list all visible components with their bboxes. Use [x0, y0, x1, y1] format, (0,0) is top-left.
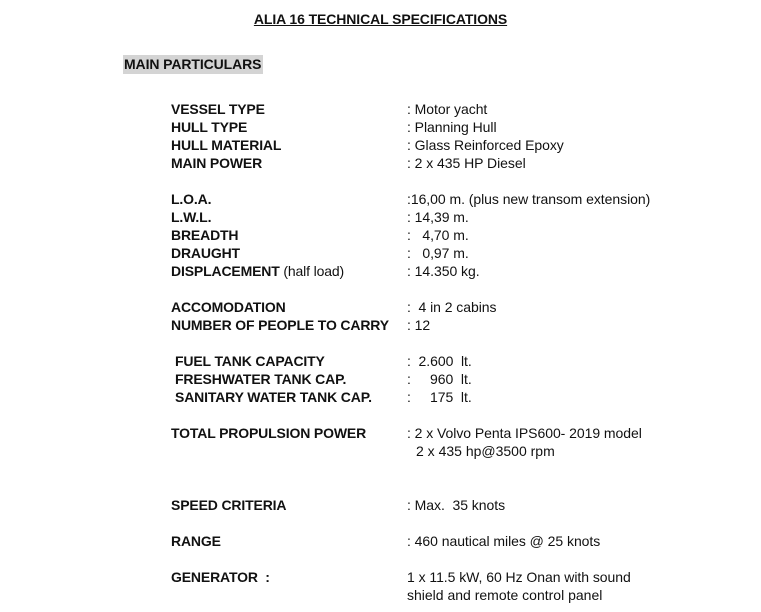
- spec-label: ACCOMODATION: [171, 299, 286, 315]
- spec-row-vessel-type: [0, 100, 761, 118]
- spec-value-continuation: 2 x 435 hp@3500 rpm: [416, 443, 555, 459]
- spec-value: : 175 lt.: [407, 389, 472, 405]
- spec-label-text: DISPLACEMENT: [171, 263, 280, 279]
- spec-label: FUEL TANK CAPACITY: [175, 353, 325, 369]
- spec-row-propulsion-line2: [0, 442, 761, 460]
- spec-row-loa: [0, 190, 761, 208]
- spec-value: : Motor yacht: [407, 101, 488, 117]
- spec-value: : 0,97 m.: [407, 245, 469, 261]
- spec-row-accomodation: [0, 298, 761, 316]
- spec-row-hull-material: [0, 136, 761, 154]
- spec-value: : 14,39 m.: [407, 209, 469, 225]
- document-title: ALIA 16 TECHNICAL SPECIFICATIONS: [253, 11, 508, 27]
- section-heading-main-particulars: MAIN PARTICULARS: [124, 56, 262, 72]
- spec-value: : Glass Reinforced Epoxy: [407, 137, 564, 153]
- spec-row-people: [0, 316, 761, 334]
- spec-row-displacement: [0, 262, 761, 280]
- spec-row-speed: [0, 496, 761, 514]
- spec-label: DRAUGHT: [171, 245, 240, 261]
- spec-label: L.O.A.: [171, 191, 212, 207]
- spec-row-fuel-tank: [0, 352, 761, 370]
- spec-value: : 14.350 kg.: [407, 263, 480, 279]
- spec-label: SPEED CRITERIA: [171, 497, 287, 513]
- spec-value: : Planning Hull: [407, 119, 497, 135]
- spec-value: : 4,70 m.: [407, 227, 469, 243]
- spec-label: SANITARY WATER TANK CAP.: [175, 389, 372, 405]
- spec-value: : 12: [407, 317, 431, 333]
- spec-row-sanitary-tank: [0, 388, 761, 406]
- spec-value: : 2.600 lt.: [407, 353, 472, 369]
- spec-label: VESSEL TYPE: [171, 101, 265, 117]
- spec-row-breadth: [0, 226, 761, 244]
- spec-value: : 960 lt.: [407, 371, 472, 387]
- spec-value: : 460 nautical miles @ 25 knots: [407, 533, 601, 549]
- spec-label: GENERATOR :: [171, 569, 270, 585]
- spec-label: BREADTH: [171, 227, 239, 243]
- spec-label-note: (half load): [279, 263, 345, 279]
- spec-label: HULL TYPE: [171, 119, 248, 135]
- spec-value: :16,00 m. (plus new transom extension): [407, 191, 651, 207]
- spec-value: : 4 in 2 cabins: [407, 299, 497, 315]
- spec-row-main-power: [0, 154, 761, 172]
- spec-label: TOTAL PROPULSION POWER: [171, 425, 367, 441]
- spec-label: L.W.L.: [171, 209, 212, 225]
- spec-row-lwl: [0, 208, 761, 226]
- spec-label: RANGE: [171, 533, 221, 549]
- spec-row-freshwater-tank: [0, 370, 761, 388]
- spec-row-hull-type: [0, 118, 761, 136]
- spec-label: MAIN POWER: [171, 155, 263, 171]
- spec-value: : Max. 35 knots: [407, 497, 506, 513]
- spec-value: 1 x 11.5 kW, 60 Hz Onan with sound: [407, 569, 631, 585]
- spec-row-propulsion: [0, 424, 761, 442]
- spec-label: [171, 262, 344, 280]
- spec-label: NUMBER OF PEOPLE TO CARRY: [171, 317, 389, 333]
- spec-row-generator: [0, 568, 761, 586]
- spec-value: : 2 x Volvo Penta IPS600- 2019 model: [407, 425, 642, 441]
- spec-label: FRESHWATER TANK CAP.: [175, 371, 347, 387]
- spec-value-continuation: shield and remote control panel: [407, 587, 603, 603]
- spec-value: : 2 x 435 HP Diesel: [407, 155, 526, 171]
- spec-row-range: [0, 532, 761, 550]
- spec-row-draught: [0, 244, 761, 262]
- spec-row-generator-line2: [0, 586, 761, 604]
- spec-label: HULL MATERIAL: [171, 137, 282, 153]
